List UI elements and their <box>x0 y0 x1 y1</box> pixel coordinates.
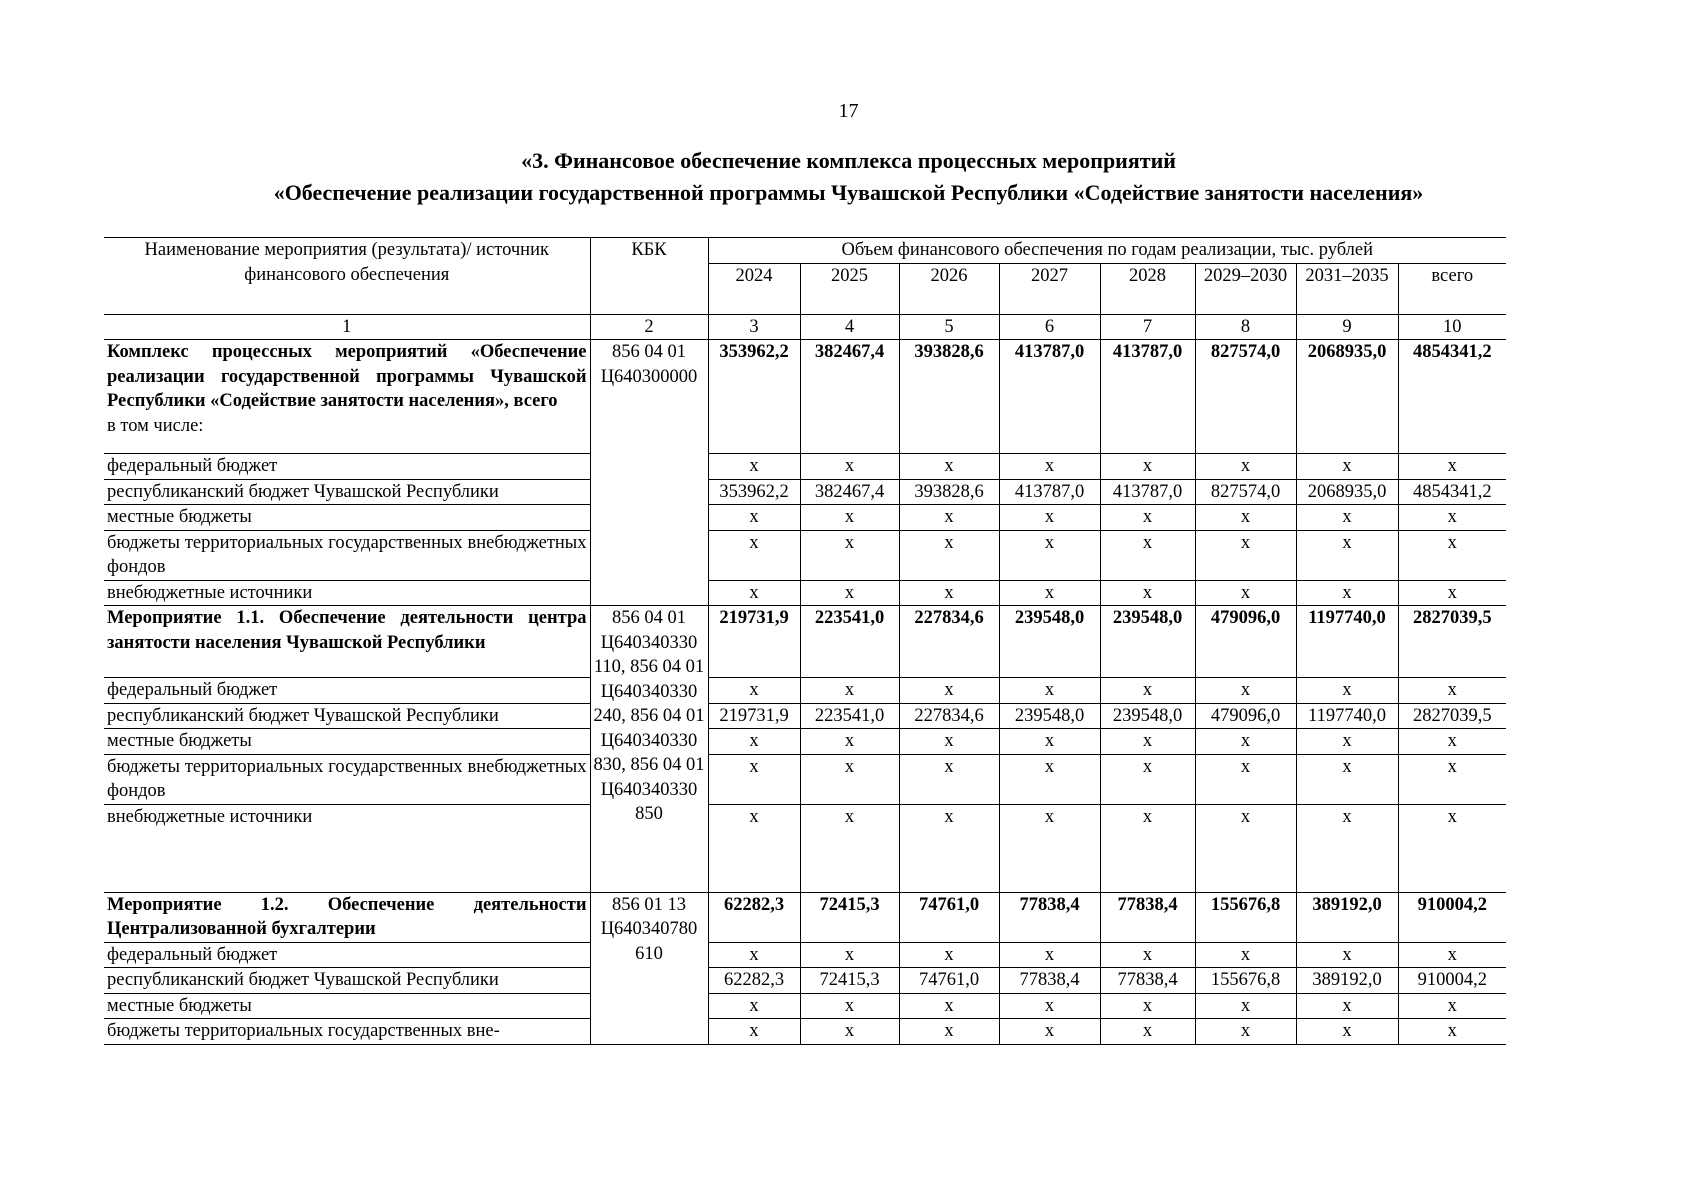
value-cell: 239548,0 <box>1100 703 1195 729</box>
header-row <box>104 238 1506 264</box>
x-mark-cell: x <box>1398 530 1506 580</box>
x-mark-cell: x <box>800 754 899 804</box>
value-cell: 2827039,5 <box>1398 606 1506 678</box>
source-row <box>104 479 1506 505</box>
header-year: 2024 <box>708 263 800 314</box>
value-cell: 413787,0 <box>999 340 1100 454</box>
source-name: федеральный бюджет <box>104 942 590 968</box>
x-mark-cell: x <box>1296 729 1398 755</box>
x-mark-cell: x <box>708 729 800 755</box>
value-cell: 827574,0 <box>1195 340 1296 454</box>
x-mark-cell: x <box>1296 1019 1398 1045</box>
x-mark-cell: x <box>899 678 999 704</box>
column-number: 10 <box>1398 314 1506 340</box>
source-row <box>104 942 1506 968</box>
source-row <box>104 804 1506 892</box>
value-cell: 77838,4 <box>1100 892 1195 942</box>
value-cell: 62282,3 <box>708 968 800 994</box>
x-mark-cell: x <box>800 804 899 892</box>
x-mark-cell: x <box>999 942 1100 968</box>
measure-row <box>104 340 1506 454</box>
measure-title: Мероприятие 1.2. Обеспечение деятельности Централизованной бухгалтерии <box>107 894 587 939</box>
header-year: 2026 <box>899 263 999 314</box>
kbk-code: 856 04 01 Ц640300000 <box>590 340 708 606</box>
source-name: местные бюджеты <box>104 993 590 1019</box>
x-mark-cell: x <box>1195 530 1296 580</box>
value-cell: 239548,0 <box>1100 606 1195 678</box>
source-row <box>104 968 1506 994</box>
source-name: внебюджетные источники <box>104 580 590 606</box>
header-year: 2029–2030 <box>1195 263 1296 314</box>
x-mark-cell: x <box>1398 1019 1506 1045</box>
x-mark-cell: x <box>800 1019 899 1045</box>
x-mark-cell: x <box>999 993 1100 1019</box>
measure-name <box>104 892 590 942</box>
source-row <box>104 580 1506 606</box>
x-mark-cell: x <box>1195 678 1296 704</box>
x-mark-cell: x <box>1100 1019 1195 1045</box>
measure-row <box>104 606 1506 678</box>
section-title-line-1: «3. Финансовое обеспечение комплекса процессных мероприятий <box>521 148 1176 173</box>
x-mark-cell: x <box>1296 454 1398 480</box>
column-number: 5 <box>899 314 999 340</box>
x-mark-cell: x <box>899 530 999 580</box>
x-mark-cell: x <box>708 678 800 704</box>
value-cell: 827574,0 <box>1195 479 1296 505</box>
header-year: 2027 <box>999 263 1100 314</box>
value-cell: 227834,6 <box>899 606 999 678</box>
value-cell: 1197740,0 <box>1296 606 1398 678</box>
x-mark-cell: x <box>800 505 899 531</box>
value-cell: 239548,0 <box>999 703 1100 729</box>
x-mark-cell: x <box>1398 804 1506 892</box>
value-cell: 910004,2 <box>1398 968 1506 994</box>
column-number: 2 <box>590 314 708 340</box>
value-cell: 389192,0 <box>1296 892 1398 942</box>
x-mark-cell: x <box>708 580 800 606</box>
x-mark-cell: x <box>999 804 1100 892</box>
x-mark-cell: x <box>800 530 899 580</box>
x-mark-cell: x <box>899 1019 999 1045</box>
source-row <box>104 505 1506 531</box>
value-cell: 479096,0 <box>1195 606 1296 678</box>
value-cell: 413787,0 <box>1100 340 1195 454</box>
source-name: бюджеты территориальных государственных внебюджетных фондов <box>104 754 590 804</box>
source-name: бюджеты территориальных государственных внебюджетных фондов <box>104 530 590 580</box>
measure-name <box>104 606 590 678</box>
x-mark-cell: x <box>1398 754 1506 804</box>
kbk-code: 856 01 13 Ц640340780 610 <box>590 892 708 1044</box>
x-mark-cell: x <box>1195 580 1296 606</box>
value-cell: 382467,4 <box>800 479 899 505</box>
x-mark-cell: x <box>1195 454 1296 480</box>
source-row <box>104 993 1506 1019</box>
measure-name <box>104 340 590 454</box>
x-mark-cell: x <box>1296 530 1398 580</box>
x-mark-cell: x <box>1195 505 1296 531</box>
x-mark-cell: x <box>708 942 800 968</box>
x-mark-cell: x <box>1100 993 1195 1019</box>
source-row <box>104 1019 1506 1045</box>
value-cell: 2068935,0 <box>1296 340 1398 454</box>
value-cell: 77838,4 <box>999 892 1100 942</box>
x-mark-cell: x <box>899 454 999 480</box>
value-cell: 77838,4 <box>999 968 1100 994</box>
value-cell: 223541,0 <box>800 703 899 729</box>
measure-row <box>104 892 1506 942</box>
x-mark-cell: x <box>1296 993 1398 1019</box>
source-name: бюджеты территориальных государственных вне- <box>104 1019 590 1045</box>
source-name: республиканский бюджет Чувашской Республики <box>104 968 590 994</box>
x-mark-cell: x <box>1100 580 1195 606</box>
x-mark-cell: x <box>999 754 1100 804</box>
x-mark-cell: x <box>1398 505 1506 531</box>
x-mark-cell: x <box>899 729 999 755</box>
value-cell: 155676,8 <box>1195 968 1296 994</box>
x-mark-cell: x <box>1296 754 1398 804</box>
source-row <box>104 703 1506 729</box>
source-name: местные бюджеты <box>104 729 590 755</box>
value-cell: 393828,6 <box>899 340 999 454</box>
value-cell: 74761,0 <box>899 892 999 942</box>
x-mark-cell: x <box>899 754 999 804</box>
value-cell: 393828,6 <box>899 479 999 505</box>
value-cell: 382467,4 <box>800 340 899 454</box>
column-number-row <box>104 314 1506 340</box>
value-cell: 389192,0 <box>1296 968 1398 994</box>
x-mark-cell: x <box>708 505 800 531</box>
x-mark-cell: x <box>1100 942 1195 968</box>
value-cell: 479096,0 <box>1195 703 1296 729</box>
x-mark-cell: x <box>1100 729 1195 755</box>
x-mark-cell: x <box>1100 754 1195 804</box>
value-cell: 2827039,5 <box>1398 703 1506 729</box>
x-mark-cell: x <box>999 678 1100 704</box>
value-cell: 62282,3 <box>708 892 800 942</box>
value-cell: 413787,0 <box>999 479 1100 505</box>
x-mark-cell: x <box>899 580 999 606</box>
x-mark-cell: x <box>708 1019 800 1045</box>
x-mark-cell: x <box>708 530 800 580</box>
x-mark-cell: x <box>899 942 999 968</box>
x-mark-cell: x <box>899 505 999 531</box>
x-mark-cell: x <box>1195 729 1296 755</box>
header-year: 2031–2035 <box>1296 263 1398 314</box>
x-mark-cell: x <box>1398 729 1506 755</box>
column-number: 4 <box>800 314 899 340</box>
value-cell: 72415,3 <box>800 892 899 942</box>
x-mark-cell: x <box>1296 804 1398 892</box>
x-mark-cell: x <box>1296 505 1398 531</box>
value-cell: 413787,0 <box>1100 479 1195 505</box>
kbk-code: 856 04 01 Ц640340330 110, 856 04 01 Ц640340330 240, 856 04 01 Ц640340330 830, 856 04 01 Ц640340330 850 <box>590 606 708 893</box>
column-number: 6 <box>999 314 1100 340</box>
value-cell: 353962,2 <box>708 479 800 505</box>
value-cell: 223541,0 <box>800 606 899 678</box>
section-title-line-2: «Обеспечение реализации государственной программы Чувашской Республики «Содействие занятости населения» <box>273 180 1424 205</box>
header-year: 2025 <box>800 263 899 314</box>
value-cell: 74761,0 <box>899 968 999 994</box>
value-cell: 227834,6 <box>899 703 999 729</box>
x-mark-cell: x <box>1100 530 1195 580</box>
x-mark-cell: x <box>708 754 800 804</box>
x-mark-cell: x <box>708 454 800 480</box>
header-year: 2028 <box>1100 263 1195 314</box>
x-mark-cell: x <box>1195 993 1296 1019</box>
x-mark-cell: x <box>1398 454 1506 480</box>
column-number: 1 <box>104 314 590 340</box>
x-mark-cell: x <box>1296 580 1398 606</box>
x-mark-cell: x <box>1100 454 1195 480</box>
column-number: 3 <box>708 314 800 340</box>
source-name: федеральный бюджет <box>104 678 590 704</box>
page-number: 17 <box>838 100 859 122</box>
x-mark-cell: x <box>708 804 800 892</box>
measure-subtitle: в том числе: <box>107 415 204 436</box>
value-cell: 219731,9 <box>708 703 800 729</box>
source-name: местные бюджеты <box>104 505 590 531</box>
source-row <box>104 678 1506 704</box>
value-cell: 72415,3 <box>800 968 899 994</box>
source-name: федеральный бюджет <box>104 454 590 480</box>
x-mark-cell: x <box>1398 993 1506 1019</box>
x-mark-cell: x <box>1195 804 1296 892</box>
x-mark-cell: x <box>800 942 899 968</box>
x-mark-cell: x <box>1296 942 1398 968</box>
source-row <box>104 754 1506 804</box>
x-mark-cell: x <box>1100 505 1195 531</box>
source-name: республиканский бюджет Чувашской Республики <box>104 479 590 505</box>
header-year: всего <box>1398 263 1506 314</box>
x-mark-cell: x <box>800 678 899 704</box>
value-cell: 77838,4 <box>1100 968 1195 994</box>
x-mark-cell: x <box>999 454 1100 480</box>
header-name: Наименование мероприятия (результата)/ источник финансового обеспечения <box>104 238 590 315</box>
x-mark-cell: x <box>999 729 1100 755</box>
x-mark-cell: x <box>1296 678 1398 704</box>
value-cell: 353962,2 <box>708 340 800 454</box>
x-mark-cell: x <box>800 729 899 755</box>
financing-table <box>104 237 1506 1045</box>
column-number: 8 <box>1195 314 1296 340</box>
header-volume: Объем финансового обеспечения по годам реализации, тыс. рублей <box>708 238 1506 264</box>
header-kbk: КБК <box>590 238 708 315</box>
x-mark-cell: x <box>1100 804 1195 892</box>
x-mark-cell: x <box>800 993 899 1019</box>
value-cell: 910004,2 <box>1398 892 1506 942</box>
x-mark-cell: x <box>800 580 899 606</box>
column-number: 7 <box>1100 314 1195 340</box>
source-row <box>104 729 1506 755</box>
x-mark-cell: x <box>899 804 999 892</box>
measure-title: Мероприятие 1.1. Обеспечение деятельности центра занятости населения Чувашской Республики <box>107 608 587 653</box>
source-row <box>104 454 1506 480</box>
x-mark-cell: x <box>1195 1019 1296 1045</box>
value-cell: 155676,8 <box>1195 892 1296 942</box>
value-cell: 2068935,0 <box>1296 479 1398 505</box>
x-mark-cell: x <box>999 1019 1100 1045</box>
x-mark-cell: x <box>1100 678 1195 704</box>
x-mark-cell: x <box>1398 942 1506 968</box>
value-cell: 4854341,2 <box>1398 340 1506 454</box>
x-mark-cell: x <box>999 580 1100 606</box>
x-mark-cell: x <box>1195 942 1296 968</box>
x-mark-cell: x <box>999 505 1100 531</box>
x-mark-cell: x <box>708 993 800 1019</box>
x-mark-cell: x <box>800 454 899 480</box>
x-mark-cell: x <box>1195 754 1296 804</box>
x-mark-cell: x <box>999 530 1100 580</box>
section-title <box>0 145 1697 209</box>
x-mark-cell: x <box>1398 678 1506 704</box>
column-number: 9 <box>1296 314 1398 340</box>
measure-title: Комплекс процессных мероприятий «Обеспечение реализации государственной программы Чувашской Республики «Содействие занятости населения», всего <box>107 342 587 411</box>
value-cell: 1197740,0 <box>1296 703 1398 729</box>
source-name: внебюджетные источники <box>104 804 590 892</box>
value-cell: 219731,9 <box>708 606 800 678</box>
value-cell: 239548,0 <box>999 606 1100 678</box>
source-name: республиканский бюджет Чувашской Республики <box>104 703 590 729</box>
x-mark-cell: x <box>899 993 999 1019</box>
x-mark-cell: x <box>1398 580 1506 606</box>
source-row <box>104 530 1506 580</box>
value-cell: 4854341,2 <box>1398 479 1506 505</box>
